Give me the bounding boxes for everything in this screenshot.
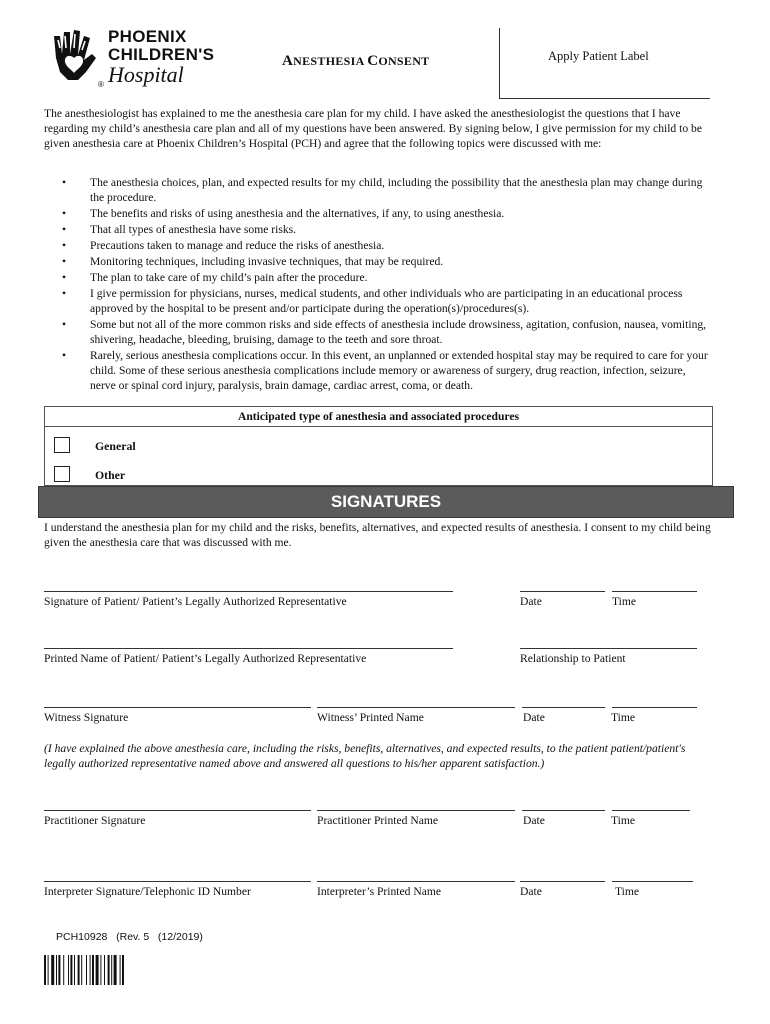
topic-item-text: Precautions taken to manage and reduce the risks of anesthesia. bbox=[90, 239, 385, 252]
hand-heart-logo-icon bbox=[50, 28, 98, 84]
witness-signature-label: Witness Signature bbox=[44, 711, 129, 724]
title-initial-c: C bbox=[367, 53, 379, 69]
relationship-line[interactable] bbox=[520, 648, 697, 649]
interpreter-date-line[interactable] bbox=[520, 881, 605, 882]
page-title bbox=[282, 53, 429, 70]
topic-item bbox=[62, 317, 712, 347]
patient-date-line[interactable] bbox=[520, 591, 605, 592]
interpreter-date-label: Date bbox=[520, 885, 542, 898]
title-rest-anesthesia: NESTHESIA bbox=[293, 54, 368, 68]
patient-signature-line[interactable] bbox=[44, 591, 453, 592]
signatures-banner: SIGNATURES bbox=[38, 486, 734, 518]
barcode-bar bbox=[44, 955, 46, 985]
patient-signature-label: Signature of Patient/ Patient’s Legally Authorized Representative bbox=[44, 595, 347, 608]
bullet-glyph: • bbox=[62, 287, 67, 300]
barcode-bar bbox=[92, 955, 94, 985]
barcode-bar bbox=[74, 955, 75, 985]
practitioner-signature-line[interactable] bbox=[44, 810, 311, 811]
barcode-bar bbox=[90, 955, 91, 985]
patient-time-line[interactable] bbox=[612, 591, 697, 592]
practitioner-signature-label: Practitioner Signature bbox=[44, 814, 146, 827]
topic-item bbox=[62, 348, 712, 393]
topic-item-text: The anesthesia choices, plan, and expected results for my child, including the possibility that the anesthesia plan may change during the procedure. bbox=[90, 176, 703, 204]
barcode-bar bbox=[70, 955, 72, 985]
witness-printed-line[interactable] bbox=[317, 707, 515, 708]
patient-label-text: Apply Patient Label bbox=[548, 49, 649, 63]
topic-item bbox=[62, 286, 712, 316]
barcode-icon bbox=[44, 955, 150, 985]
practitioner-time-line[interactable] bbox=[612, 810, 690, 811]
practitioner-time-label: Time bbox=[611, 814, 636, 827]
witness-time-line[interactable] bbox=[612, 707, 697, 708]
barcode-bar bbox=[104, 955, 105, 985]
logo-line-childrens: CHILDREN'S bbox=[108, 45, 215, 64]
practitioner-date-label: Date bbox=[523, 814, 545, 827]
barcode-bar bbox=[96, 955, 99, 985]
topics-list bbox=[62, 175, 712, 394]
topic-item bbox=[62, 270, 712, 285]
logo-line-hospital: Hospital bbox=[108, 62, 184, 87]
printed-name-line[interactable] bbox=[44, 648, 453, 649]
barcode-bar bbox=[78, 955, 80, 985]
barcode-bar bbox=[122, 955, 124, 985]
topic-item-text: Some but not all of the more common risks and side effects of anesthesia include drowsiness, agitation, confusion, nausea, vomiting, shivering, headache, bleeding, bruising, damage to the teeth and sore throat. bbox=[90, 318, 707, 346]
practitioner-printed-line[interactable] bbox=[317, 810, 515, 811]
anticipated-type-heading: Anticipated type of anesthesia and associated procedures bbox=[237, 410, 520, 423]
topic-item bbox=[62, 238, 712, 253]
witness-date-line[interactable] bbox=[522, 707, 605, 708]
bullet-glyph: • bbox=[62, 176, 67, 189]
consent-statement: I understand the anesthesia plan for my child and the risks, benefits, alternatives, and expected results of anesthesia. I consent to my child being given the anesthesia care that was discussed with me. bbox=[44, 521, 711, 549]
topic-item-text: Rarely, serious anesthesia complications occur. In this event, an unplanned or extended hospital stay may be required to care for your child. Some of these serious anesthesia complications include memory or awareness of surgery, drug reaction, infection, seizure, nerve or spinal cord injury, paralysis, brain damage, cardiac arrest, coma, or death. bbox=[90, 349, 708, 392]
bullet-glyph: • bbox=[62, 349, 67, 362]
relationship-label: Relationship to Patient bbox=[520, 652, 626, 665]
barcode-bar bbox=[81, 955, 82, 985]
interpreter-printed-label: Interpreter’s Printed Name bbox=[317, 885, 442, 898]
topic-item-text: I give permission for physicians, nurses, medical students, and other individuals who are participating in an educational process approved by the hospital to be present and/or participate during the operation(s)/procedures(s). bbox=[90, 287, 683, 315]
interpreter-printed-line[interactable] bbox=[317, 881, 515, 882]
barcode-bar bbox=[100, 955, 101, 985]
barcode-bar bbox=[68, 955, 69, 985]
topic-item-text: Monitoring techniques, including invasive techniques, that may be required. bbox=[90, 255, 444, 268]
witness-time-label: Time bbox=[611, 711, 636, 724]
bullet-glyph: • bbox=[62, 318, 67, 331]
practitioner-statement: (I have explained the above anesthesia care, including the risks, benefits, alternatives, and expected results, to the patient patient/patient's legally authorized representative named above and answered all questions to his/her apparent satisfaction.) bbox=[44, 742, 686, 770]
bullet-glyph: • bbox=[62, 207, 67, 220]
printed-name-label: Printed Name of Patient/ Patient’s Legally Authorized Representative bbox=[44, 652, 367, 665]
barcode-bar bbox=[108, 955, 110, 985]
other-option-label: Other bbox=[95, 468, 126, 482]
witness-printed-label: Witness’ Printed Name bbox=[317, 711, 424, 724]
topic-item bbox=[62, 254, 712, 269]
topic-item-text: The benefits and risks of using anesthesia and the alternatives, if any, to using anesthesia. bbox=[90, 207, 505, 220]
form-id: PCH10928 (Rev. 5 (12/2019) bbox=[56, 931, 203, 943]
logo-line-phoenix: PHOENIX bbox=[108, 27, 187, 46]
barcode-bar bbox=[86, 955, 87, 985]
title-rest-consent: ONSENT bbox=[378, 54, 430, 68]
interpreter-signature-label: Interpreter Signature/Telephonic ID Number bbox=[44, 885, 251, 898]
topic-item bbox=[62, 175, 712, 205]
interpreter-signature-line[interactable] bbox=[44, 881, 311, 882]
patient-date-label: Date bbox=[520, 595, 542, 608]
patient-time-label: Time bbox=[612, 595, 637, 608]
topic-item-text: The plan to take care of my child’s pain after the procedure. bbox=[90, 271, 368, 284]
topic-item bbox=[62, 222, 712, 237]
barcode-bar bbox=[114, 955, 117, 985]
barcode-bar bbox=[58, 955, 60, 985]
barcode-bar bbox=[56, 955, 57, 985]
other-checkbox[interactable] bbox=[54, 466, 70, 482]
barcode-bar bbox=[111, 955, 112, 985]
bullet-glyph: • bbox=[62, 271, 67, 284]
barcode-bar bbox=[48, 955, 49, 985]
bullet-glyph: • bbox=[62, 239, 67, 252]
topic-item bbox=[62, 206, 712, 221]
title-initial-a: A bbox=[282, 53, 294, 69]
bullet-glyph: • bbox=[62, 223, 67, 236]
practitioner-printed-label: Practitioner Printed Name bbox=[317, 814, 439, 827]
hospital-logo bbox=[50, 26, 220, 92]
intro-paragraph: The anesthesiologist has explained to me the anesthesia care plan for my child. I have asked the anesthesiologist the questions that I have regarding my child’s anesthesia care plan and all of my questions have been answered. By signing below, I give permission for my child to be given anesthesia care at Phoenix Children’s Hospital (PCH) and agree that the following topics were discussed with me: bbox=[44, 107, 702, 150]
barcode-bar bbox=[63, 955, 64, 985]
witness-date-label: Date bbox=[523, 711, 545, 724]
bullet-glyph: • bbox=[62, 255, 67, 268]
witness-signature-line[interactable] bbox=[44, 707, 311, 708]
interpreter-time-line[interactable] bbox=[612, 881, 693, 882]
general-checkbox[interactable] bbox=[54, 437, 70, 453]
general-option-label: General bbox=[95, 439, 136, 453]
barcode-bar bbox=[51, 955, 54, 985]
topic-item-text: That all types of anesthesia have some risks. bbox=[90, 223, 297, 236]
barcode-bar bbox=[120, 955, 121, 985]
table-divider bbox=[44, 426, 713, 427]
interpreter-time-label: Time bbox=[615, 885, 640, 898]
registered-mark: ® bbox=[98, 80, 104, 89]
practitioner-date-line[interactable] bbox=[522, 810, 605, 811]
